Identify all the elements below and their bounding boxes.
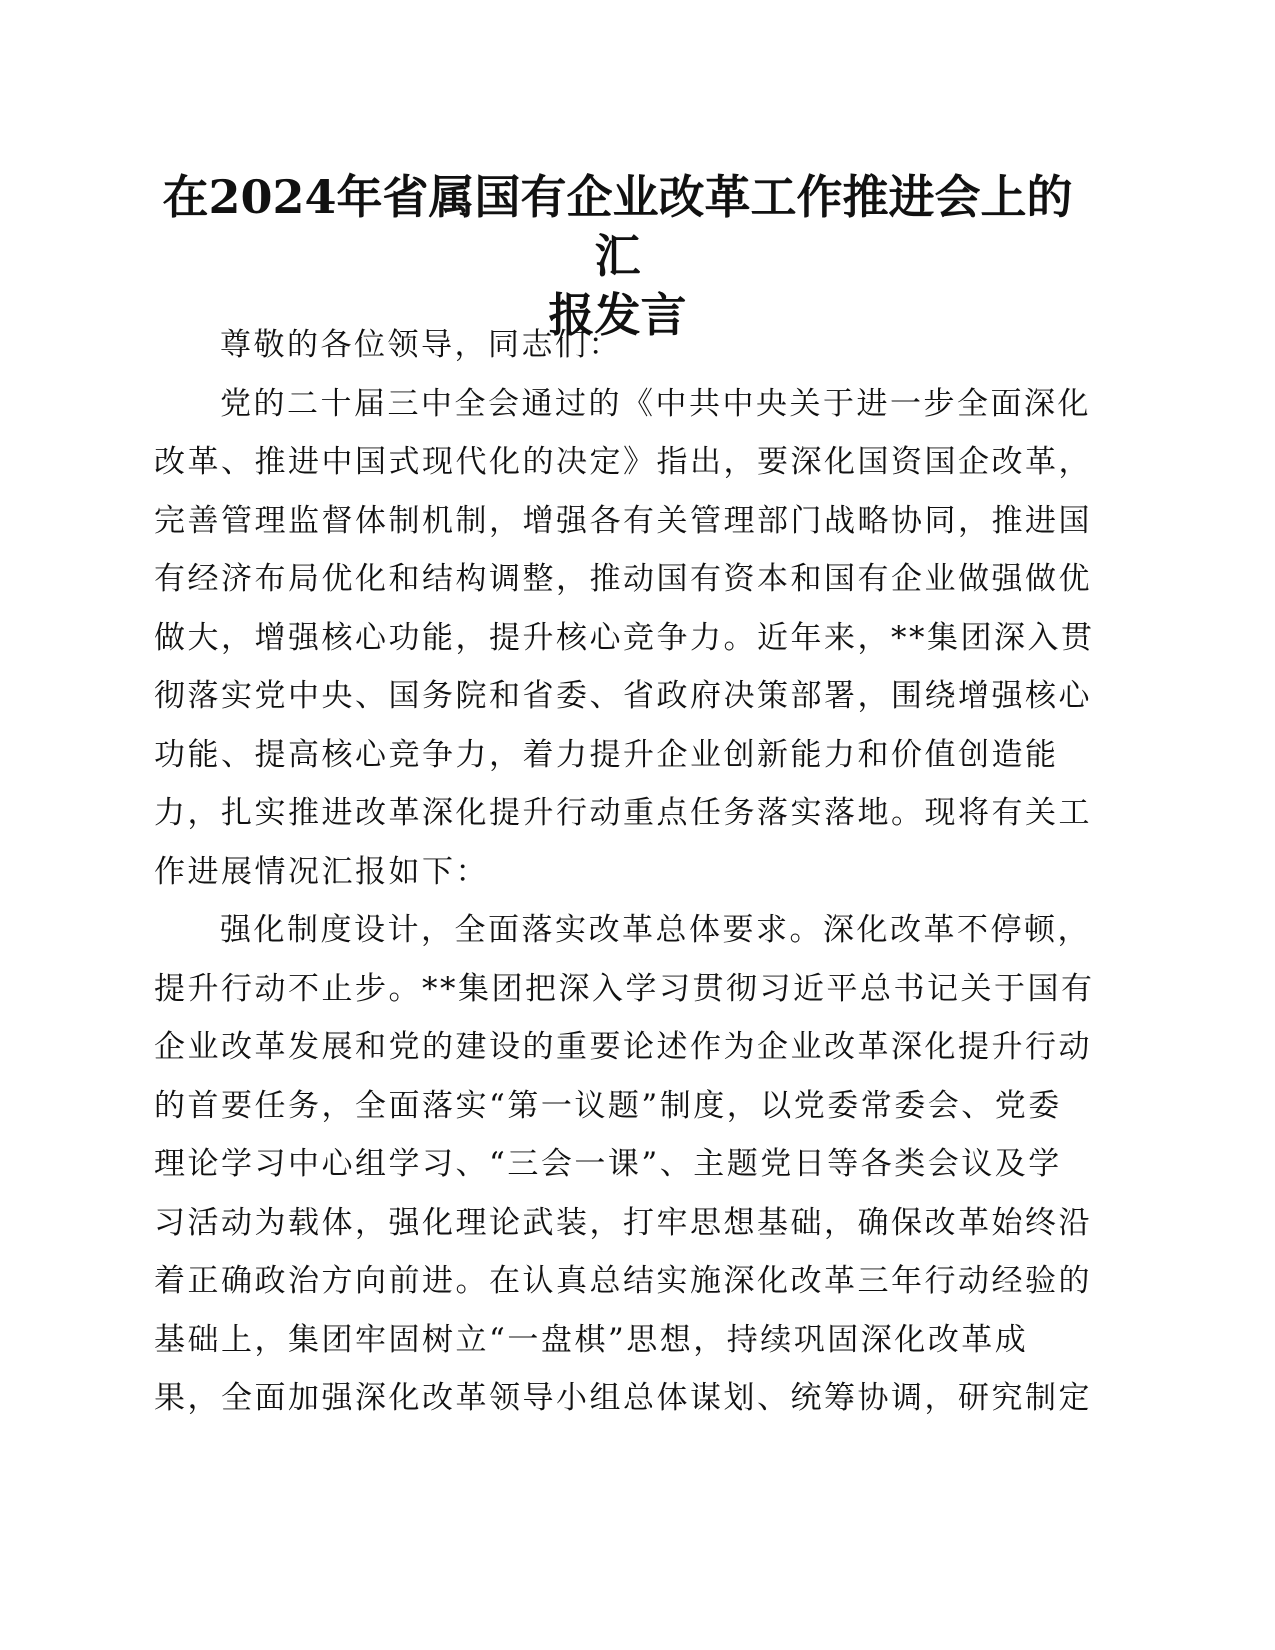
salutation: 尊敬的各位领导，同志们： (220, 327, 622, 363)
paragraph-line: 完善管理监督体制机制，增强各有关管理部门战略协同，推进国 (154, 502, 1092, 539)
paragraph-line: 彻落实党中央、国务院和省委、省政府决策部署，围绕增强核心 (154, 678, 1092, 714)
paragraph-line: 习活动为载体，强化理论武装，打牢思想基础，确保改革始终沿 (154, 1204, 1092, 1241)
paragraph-line: 改革、推进中国式现代化的决定》指出，要深化国资国企改革， (154, 444, 1092, 480)
paragraph-line: 做大，增强核心功能，提升核心竞争力。近年来，**集团深入贯 (154, 619, 1095, 656)
paragraph-line: 基础上，集团牢固树立“一盘棋”思想，持续巩固深化改革成 (154, 1321, 1029, 1358)
paragraph-line: 企业改革发展和党的建设的重要论述作为企业改革深化提升行动 (154, 1029, 1092, 1065)
paragraph-line: 理论学习中心组学习、“三会一课”、主题党日等各类会议及学 (154, 1146, 1062, 1182)
paragraph-line: 果，全面加强深化改革领导小组总体谋划、统筹协调，研究制定 (154, 1380, 1092, 1416)
paragraph-line: 党的二十届三中全会通过的《中共中央关于进一步全面深化 (220, 385, 1091, 422)
paragraph-line: 功能、提高核心竞争力，着力提升企业创新能力和价值创造能 (154, 736, 1059, 773)
paragraph-line: 提升行动不止步。**集团把深入学习贯彻习近平总书记关于国有 (154, 970, 1095, 1007)
document-body (154, 316, 1095, 1428)
paragraph-line: 的首要任务，全面落实“第一议题”制度，以党委常委会、党委 (154, 1087, 1062, 1124)
paragraph-line: 有经济布局优化和结构调整，推动国有资本和国有企业做强做优 (154, 561, 1092, 597)
paragraph-line: 力，扎实推进改革深化提升行动重点任务落实落地。现将有关工 (154, 795, 1092, 831)
paragraph-line: 着正确政治方向前进。在认真总结实施深化改革三年行动经验的 (154, 1263, 1092, 1299)
paragraph-line: 强化制度设计，全面落实改革总体要求。深化改革不停顿， (220, 912, 1091, 948)
title-line: 报发言 (548, 288, 687, 342)
paragraph-line: 作进展情况汇报如下： (154, 853, 489, 890)
title-line: 在2024年省属国有企业改革工作推进会上的汇 (162, 170, 1073, 283)
